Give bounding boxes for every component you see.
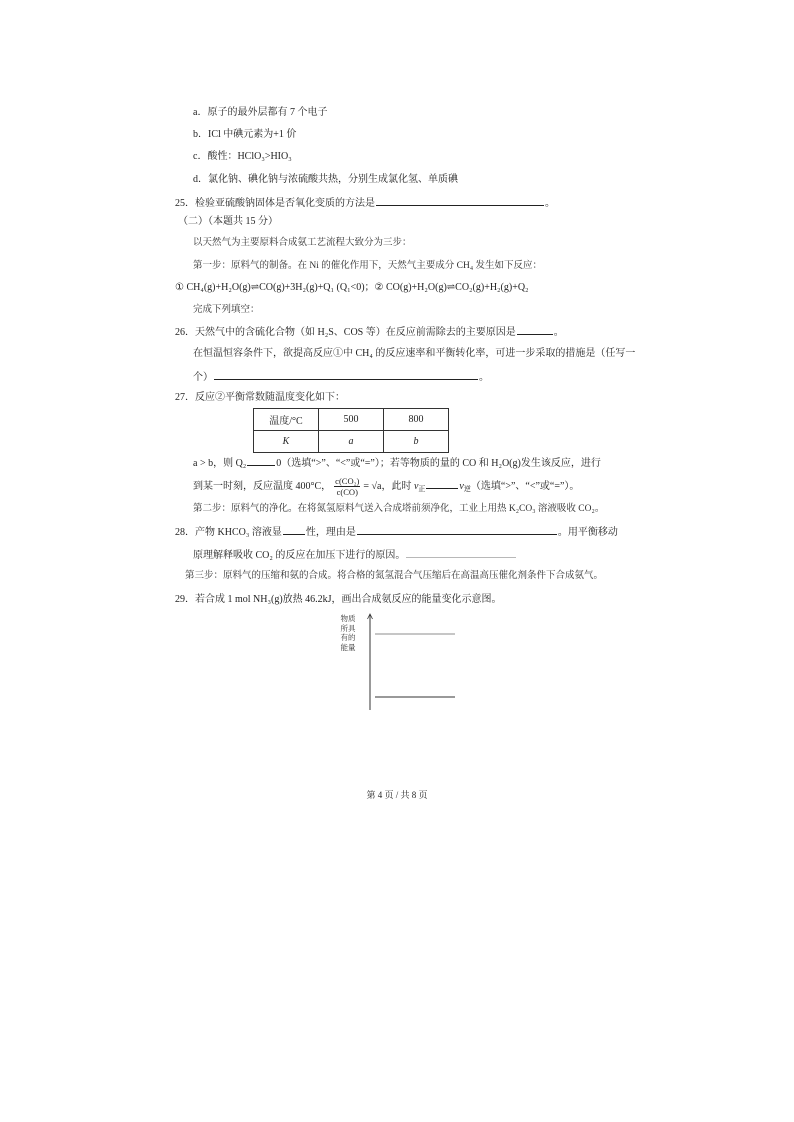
page-footer: 第 4 页 / 共 8 页 xyxy=(366,790,428,800)
table-header-temperature: 温度/°C xyxy=(254,409,319,431)
question-28-d: 原理解释吸收 CO₂ 的反应在加压下进行的原因。 xyxy=(193,550,406,561)
answer-blank-25 xyxy=(376,196,544,206)
answer-blank-27a xyxy=(247,456,275,466)
step-1-text: 第一步：原料气的制备。在 Ni 的催化作用下，天然气主要成分 CH₄ 发生如下反应： xyxy=(193,261,543,271)
option-d: d．氯化钠、碘化钠与浓硫酸共热，分别生成氯化氢、单质碘 xyxy=(193,174,458,185)
question-26-line-3-text: 个） xyxy=(193,372,213,383)
answer-blank-26a xyxy=(517,325,553,335)
fraction-rhs: = √a xyxy=(363,480,382,492)
question-28-a: 28．产物 KHCO₃ 溶液显 xyxy=(175,527,282,538)
step-2-text: 第二步：原料气的净化。在将氮氢原料气送入合成塔前须净化，工业上用热 K₂CO₃ 溶液吸收 CO₂。 xyxy=(193,504,605,514)
question-28-line-2 xyxy=(193,548,517,563)
question-26-stem-end: 。 xyxy=(553,327,564,338)
option-c: c．酸性：HClO₃>HIO₃ xyxy=(193,151,292,162)
table-row xyxy=(254,409,449,431)
step-3-text: 第三步：原料气的压缩和氨的合成。将合格的氮氢混合气压缩后在高温高压催化剂条件下合成氨气。 xyxy=(185,571,604,581)
fill-instruction: 完成下列填空： xyxy=(193,305,260,315)
v-forward-subscript: 正 xyxy=(418,484,426,493)
table-row xyxy=(254,431,449,453)
option-b: b．ICl 中碘元素为+1 价 xyxy=(193,129,297,140)
answer-blank-28a xyxy=(283,525,305,535)
reaction-equations: ① CH₄(g)+H₂O(g)⇌CO(g)+3H₂(g)+Q₁ (Q₁<0)；② CO(g)+H₂O(g)⇌CO₂(g)+H₂(g)+Q₂ xyxy=(175,282,529,293)
question-27-line-2-a: 到某一时刻，反应温度 400°C， xyxy=(193,480,332,492)
answer-blank-28b xyxy=(357,525,557,535)
answer-blank-27b xyxy=(426,479,458,489)
axis-label-line: 所具 xyxy=(340,623,356,633)
question-27-line-2-b: ，此时 xyxy=(381,480,414,492)
equilibrium-constant-table xyxy=(253,408,449,453)
v-forward-symbol: v xyxy=(413,480,419,492)
answer-blank-26b xyxy=(214,370,478,380)
table-cell-k-500: a xyxy=(319,431,384,453)
section-intro: 以天然气为主要原料合成氨工艺流程大致分为三步： xyxy=(193,238,412,248)
table-header-500: 500 xyxy=(319,409,384,431)
question-27-line-2 xyxy=(193,476,579,497)
axis-label-line: 能量 xyxy=(340,642,356,652)
energy-diagram xyxy=(330,608,470,714)
question-27-line-1 xyxy=(193,456,601,471)
table-cell-k-label: K xyxy=(254,431,319,453)
question-26-line-2: 在恒温恒容条件下，欲提高反应①中 CH₄ 的反应速率和平衡转化率，可进一步采取的措施是（任写一 xyxy=(193,348,636,359)
question-27-line-1-b: 0（选填“>”、“<”或“=”）；若等物质的量的 CO 和 H₂O(g)发生该反应，进行 xyxy=(276,458,601,469)
question-27-stem: 27．反应②平衡常数随温度变化如下： xyxy=(175,392,345,403)
v-reverse-subscript: 逆 xyxy=(463,484,471,493)
fraction-numerator: c(CO₂) xyxy=(335,476,360,486)
question-28-c: 。用平衡移动 xyxy=(557,527,618,538)
question-25-stem: 25．检验亚硫酸钠固体是否氧化变质的方法是 xyxy=(175,198,375,209)
question-27-line-1-a: a > b，则 Q₂ xyxy=(193,458,247,469)
question-26-line-3-end: 。 xyxy=(479,372,489,383)
question-25 xyxy=(175,196,555,211)
option-a: a．原子的最外层都有 7 个电子 xyxy=(193,107,328,118)
table-cell-k-800: b xyxy=(384,431,449,453)
fraction-denominator: c(CO) xyxy=(336,487,358,497)
axis-label-line: 有的 xyxy=(340,633,356,642)
table-header-800: 800 xyxy=(384,409,449,431)
question-25-end: 。 xyxy=(545,198,555,209)
axis-label-line: 物质 xyxy=(340,614,356,623)
question-29-stem: 29．若合成 1 mol NH₃(g)放热 46.2kJ，画出合成氨反应的能量变化示意图。 xyxy=(175,594,502,605)
v-reverse-symbol: v xyxy=(459,480,464,492)
section-heading: （二）（本题共 15 分） xyxy=(178,216,278,227)
question-28-line-1 xyxy=(175,525,618,540)
question-26-line-3 xyxy=(193,370,489,385)
question-27-line-2-c: （选填“>”、“<”或“=”）。 xyxy=(470,480,580,492)
question-26-stem: 26．天然气中的含硫化合物（如 H₂S、COS 等）在反应前需除去的主要原因是 xyxy=(175,327,516,338)
concentration-ratio-fraction xyxy=(334,476,360,497)
answer-blank-28c xyxy=(406,548,516,558)
question-26 xyxy=(175,325,564,340)
question-28-b: 性，理由是 xyxy=(305,527,356,538)
